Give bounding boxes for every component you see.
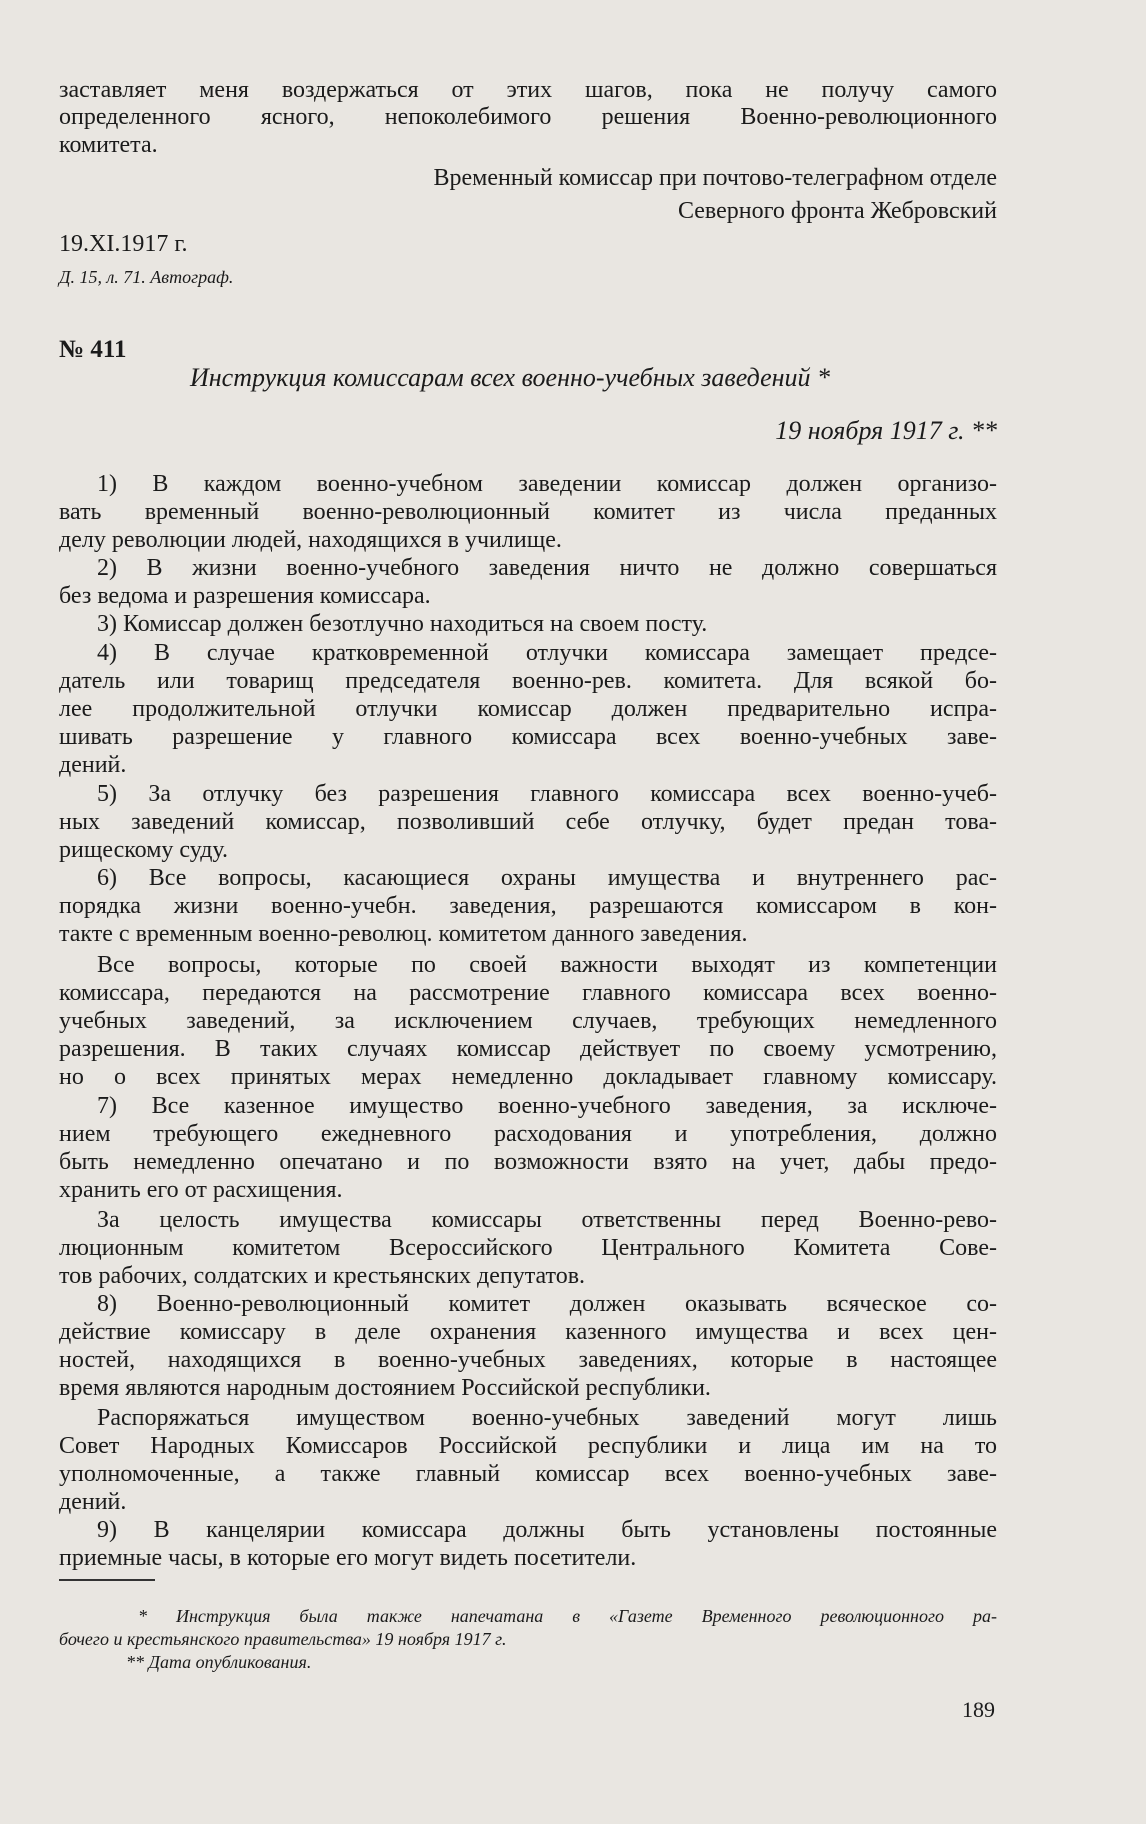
- text-line: но о всех принятых мерах немедленно докладывает главному комиссару.: [59, 1064, 997, 1090]
- text-line: рищескому суду.: [59, 837, 229, 863]
- text-line: дений.: [59, 1489, 127, 1515]
- text-line: шивать разрешение у главного комиссара всех военно-учебных заве-: [59, 724, 997, 750]
- footnote-line: ** Дата опубликования.: [126, 1652, 312, 1672]
- date-line: 19.XI.1917 г.: [59, 231, 188, 257]
- signature-line: Северного фронта Жебровский: [677, 198, 997, 224]
- text-line: тов рабочих, солдатских и крестьянских депутатов.: [59, 1263, 586, 1289]
- text-line: приемные часы, в которые его могут видеть посетители.: [59, 1545, 637, 1571]
- text-line: комиссара, передаются на рассмотрение главного комиссара всех военно-: [59, 980, 997, 1006]
- footnote-line: бочего и крестьянского правительства» 19 ноября 1917 г.: [59, 1629, 507, 1649]
- text-line: хранить его от расхищения.: [59, 1177, 343, 1203]
- signature-line: Временный комиссар при почтово-телеграфном отделе: [433, 165, 997, 191]
- text-line: 5) За отлучку без разрешения главного комиссара всех военно-учеб-: [97, 781, 997, 807]
- document-date: 19 ноября 1917 г. **: [775, 416, 997, 445]
- text-line: время являются народным достоянием Российской республики.: [59, 1375, 711, 1401]
- text-line: без ведома и разрешения комиссара.: [59, 583, 431, 609]
- text-line: Все вопросы, которые по своей важности выходят из компетенции: [97, 952, 997, 978]
- text-line: Совет Народных Комиссаров Российской республики и лица им на то: [59, 1433, 997, 1459]
- text-line: ных заведений комиссар, позволивший себе отлучку, будет предан това-: [59, 809, 997, 835]
- text-line: дений.: [59, 752, 127, 778]
- document-number: № 411: [59, 336, 127, 363]
- text-line: порядка жизни военно-учебн. заведения, разрешаются комиссаром в кон-: [59, 893, 997, 919]
- text-line: учебных заведений, за исключением случаев, требующих немедленного: [59, 1008, 997, 1034]
- text-line: ностей, находящихся в военно-учебных заведениях, которые в настоящее: [59, 1347, 997, 1373]
- source-line: Д. 15, л. 71. Автограф.: [59, 267, 234, 287]
- text-line: 7) Все казенное имущество военно-учебного заведения, за исключе-: [97, 1093, 997, 1119]
- text-line: датель или товарищ председателя военно-рев. комитета. Для всякой бо-: [59, 668, 997, 694]
- text-line: лее продолжительной отлучки комиссар должен предварительно испра-: [59, 696, 997, 722]
- text-line: вать временный военно-революционный комитет из числа преданных: [59, 499, 997, 525]
- text-line: быть немедленно опечатано и по возможности взято на учет, дабы предо-: [59, 1149, 997, 1175]
- text-line: За целость имущества комиссары ответственны перед Военно-рево-: [97, 1207, 997, 1233]
- text-line: 8) Военно-революционный комитет должен оказывать всяческое со-: [97, 1291, 997, 1317]
- text-line: люционным комитетом Всероссийского Центрального Комитета Сове-: [59, 1235, 997, 1261]
- text-line: уполномоченные, а также главный комиссар всех военно-учебных заве-: [59, 1461, 997, 1487]
- text-line: определенного ясного, непоколебимого решения Военно-революционного: [59, 104, 997, 130]
- text-line: заставляет меня воздержаться от этих шагов, пока не получу самого: [59, 77, 997, 103]
- text-line: 4) В случае кратковременной отлучки комиссара замещает предсе-: [97, 640, 997, 666]
- text-line: разрешения. В таких случаях комиссар действует по своему усмотрению,: [59, 1036, 997, 1062]
- footnote-rule: [59, 1579, 155, 1581]
- text-line: Распоряжаться имуществом военно-учебных заведений могут лишь: [97, 1405, 997, 1431]
- text-line: нием требующего ежедневного расходования и употребления, должно: [59, 1121, 997, 1147]
- text-line: 2) В жизни военно-учебного заведения ничто не должно совершаться: [97, 555, 997, 581]
- text-line: действие комиссару в деле охранения казенного имущества и всех цен-: [59, 1319, 997, 1345]
- page-number: 189: [962, 1697, 995, 1722]
- text-line: комитета.: [59, 132, 158, 158]
- text-line: 6) Все вопросы, касающиеся охраны имущества и внутреннего рас-: [97, 865, 997, 891]
- text-line: 1) В каждом военно-учебном заведении комиссар должен организо-: [97, 471, 997, 497]
- text-line: 9) В канцелярии комиссара должны быть установлены постоянные: [97, 1517, 997, 1543]
- footnote-line: * Инструкция была также напечатана в «Газете Временного революционного ра-: [138, 1606, 997, 1626]
- text-line: 3) Комиссар должен безотлучно находиться на своем посту.: [97, 611, 708, 637]
- document-title: Инструкция комиссарам всех военно-учебных заведений *: [190, 363, 831, 392]
- text-line: делу революции людей, находящихся в училище.: [59, 527, 562, 553]
- text-line: такте с временным военно-революц. комитетом данного заведения.: [59, 921, 748, 947]
